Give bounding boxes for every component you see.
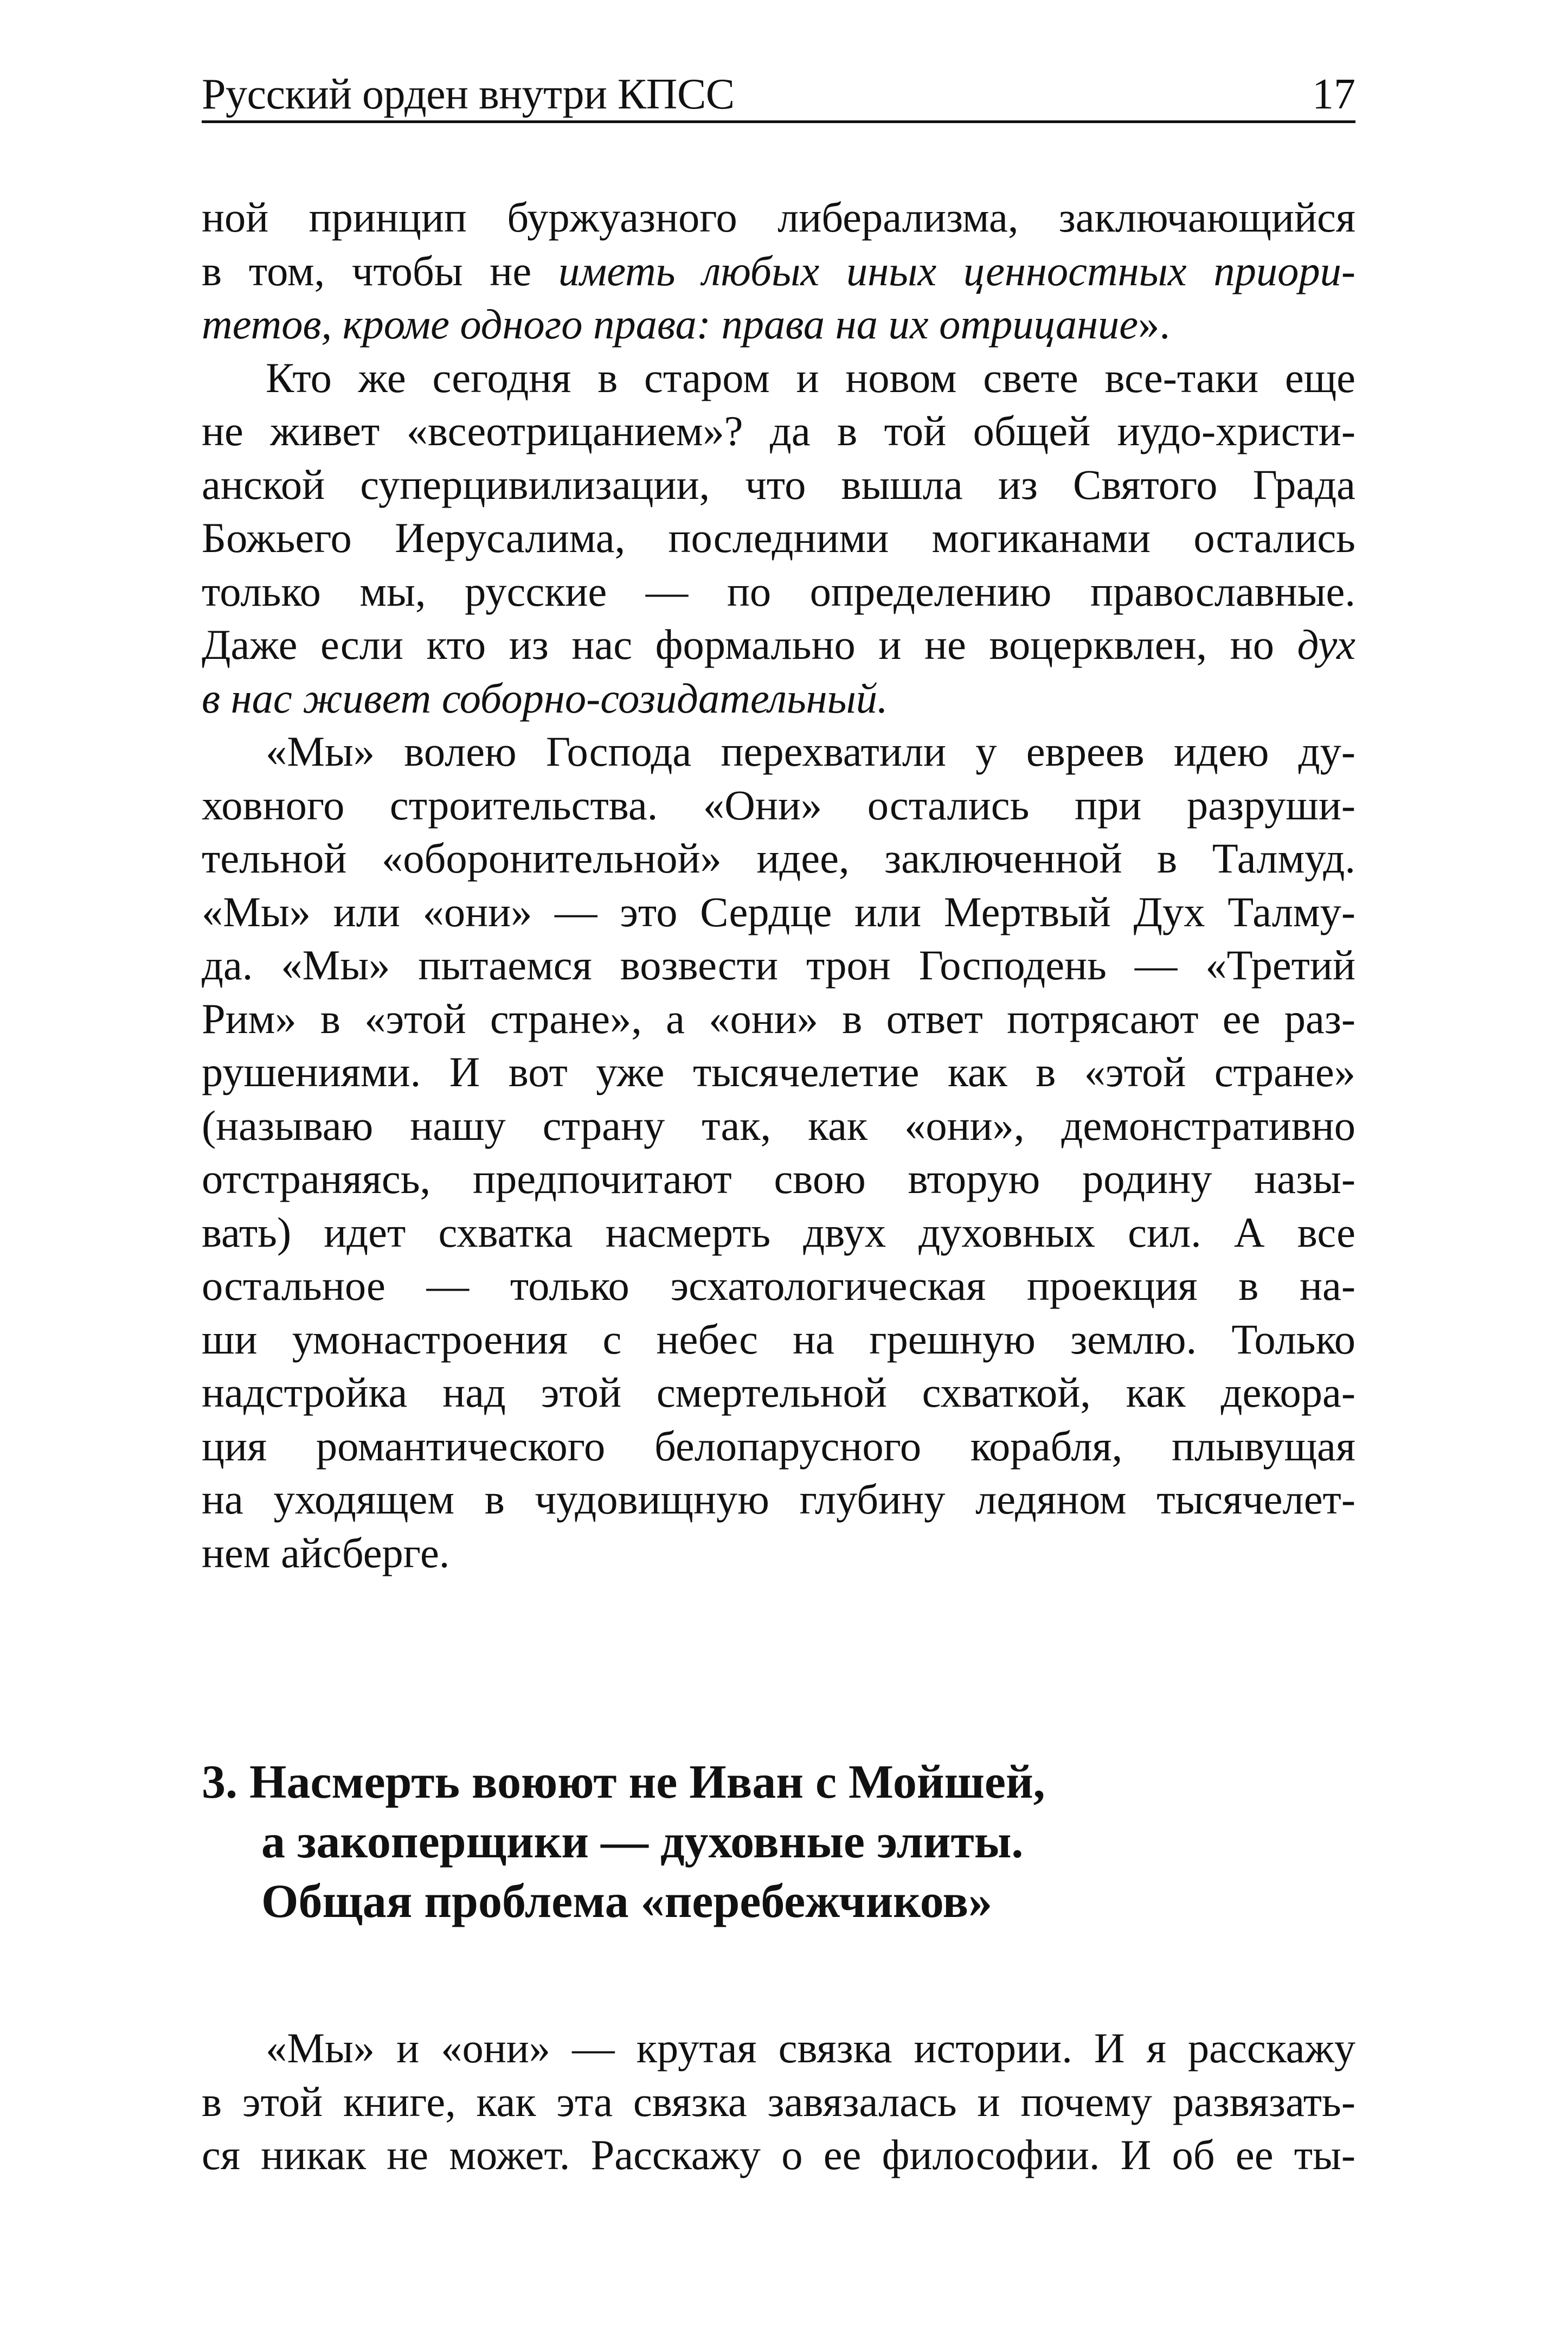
heading-line: Общая проблема «перебежчиков» <box>261 1875 993 1928</box>
heading-line: 3. Насмерть воюют не Иван с Мойшей, <box>202 1756 1045 1809</box>
italic-run: тетов, кроме одного права: права на их отрицание <box>202 300 1139 348</box>
text-line <box>202 245 1355 298</box>
text-line: Кто же сегодня в старом и новом свете все-таки еще <box>266 354 1355 401</box>
text-line: на уходящем в чудовищную глубину ледяном тысячелет- <box>202 1476 1355 1523</box>
text-line: да. «Мы» пытаемся возвести трон Господень — «Третий <box>202 941 1355 989</box>
text-line: отстраняясь, предпочитают свою вторую родину назы- <box>202 1155 1355 1202</box>
text-line: «Мы» или «они» — это Сердце или Мертвый Дух Талму- <box>202 888 1355 935</box>
running-head <box>202 52 1355 116</box>
text-line: только мы, русские — по определению православные. <box>202 567 1355 615</box>
body-text <box>202 191 1355 1580</box>
text-line: ховного строительства. «Они» остались при разруши- <box>202 781 1355 829</box>
text-line <box>202 298 1355 351</box>
text-run: Даже если кто из нас формально и не воцерквлен, но <box>202 621 1297 668</box>
text-line: «Мы» и «они» — крутая связка истории. И я расскажу <box>266 2024 1355 2072</box>
text-line: Божьего Иерусалима, последними могиканами остались <box>202 514 1355 561</box>
body-text-continued <box>202 2022 1355 2182</box>
text-line: не живет «всеотрицанием»? да в той общей иудо-христи- <box>202 407 1355 454</box>
text-line: анской суперцивилизации, что вышла из Святого Града <box>202 460 1355 508</box>
text-line: «Мы» волею Господа перехватили у евреев идею ду- <box>266 728 1355 775</box>
running-head-title: Русский орден внутри КПСС <box>202 70 735 118</box>
header-rule <box>202 120 1355 123</box>
text-line: остальное — только эсхатологическая проекция в на- <box>202 1262 1355 1309</box>
italic-run: дух <box>1297 621 1355 668</box>
text-line: в этой книге, как эта связка завязалась и почему развязать- <box>202 2077 1355 2125</box>
paragraph-2 <box>202 351 1355 726</box>
text-line: рушениями. И вот уже тысячелетие как в «этой стране» <box>202 1048 1355 1095</box>
text-line: надстройка над этой смертельной схваткой, как декора- <box>202 1369 1355 1416</box>
text-line: нем айсберге. <box>202 1529 450 1576</box>
paragraph-4 <box>202 2022 1355 2182</box>
paragraph-1 <box>202 191 1355 351</box>
section-heading <box>202 1753 1355 1932</box>
text-line: вать) идет схватка насмерть двух духовных сил. А все <box>202 1208 1355 1256</box>
text-line <box>202 618 1355 672</box>
text-line: тельной «оборонительной» идее, заключенной в Талмуд. <box>202 835 1355 882</box>
text-line: (называю нашу страну так, как «они», демонстративно <box>202 1101 1355 1149</box>
text-line: ши умонастроения с небес на грешную землю. Только <box>202 1315 1355 1363</box>
text-line <box>202 191 1355 245</box>
page-number: 17 <box>1312 70 1355 118</box>
paragraph-3 <box>202 725 1355 1580</box>
italic-run: в нас живет соборно-созидательный. <box>202 674 888 722</box>
text-line: Рим» в «этой стране», а «они» в ответ потрясают ее раз- <box>202 995 1355 1042</box>
heading-line: а закоперщики — духовные элиты. <box>261 1816 1024 1868</box>
text-run: в том, чтобы не <box>202 247 558 294</box>
text-line: ся никак не может. Расскажу о ее философии. И об ее ты- <box>202 2131 1355 2178</box>
text-line: ция романтического белопарусного корабля, плывущая <box>202 1422 1355 1470</box>
italic-run: иметь любых иных ценностных приори- <box>558 247 1355 294</box>
text-run: ». <box>1138 300 1170 348</box>
text-run: ной принцип буржуазного либерализма, заключающийся <box>202 194 1355 241</box>
text-line <box>202 672 1355 726</box>
